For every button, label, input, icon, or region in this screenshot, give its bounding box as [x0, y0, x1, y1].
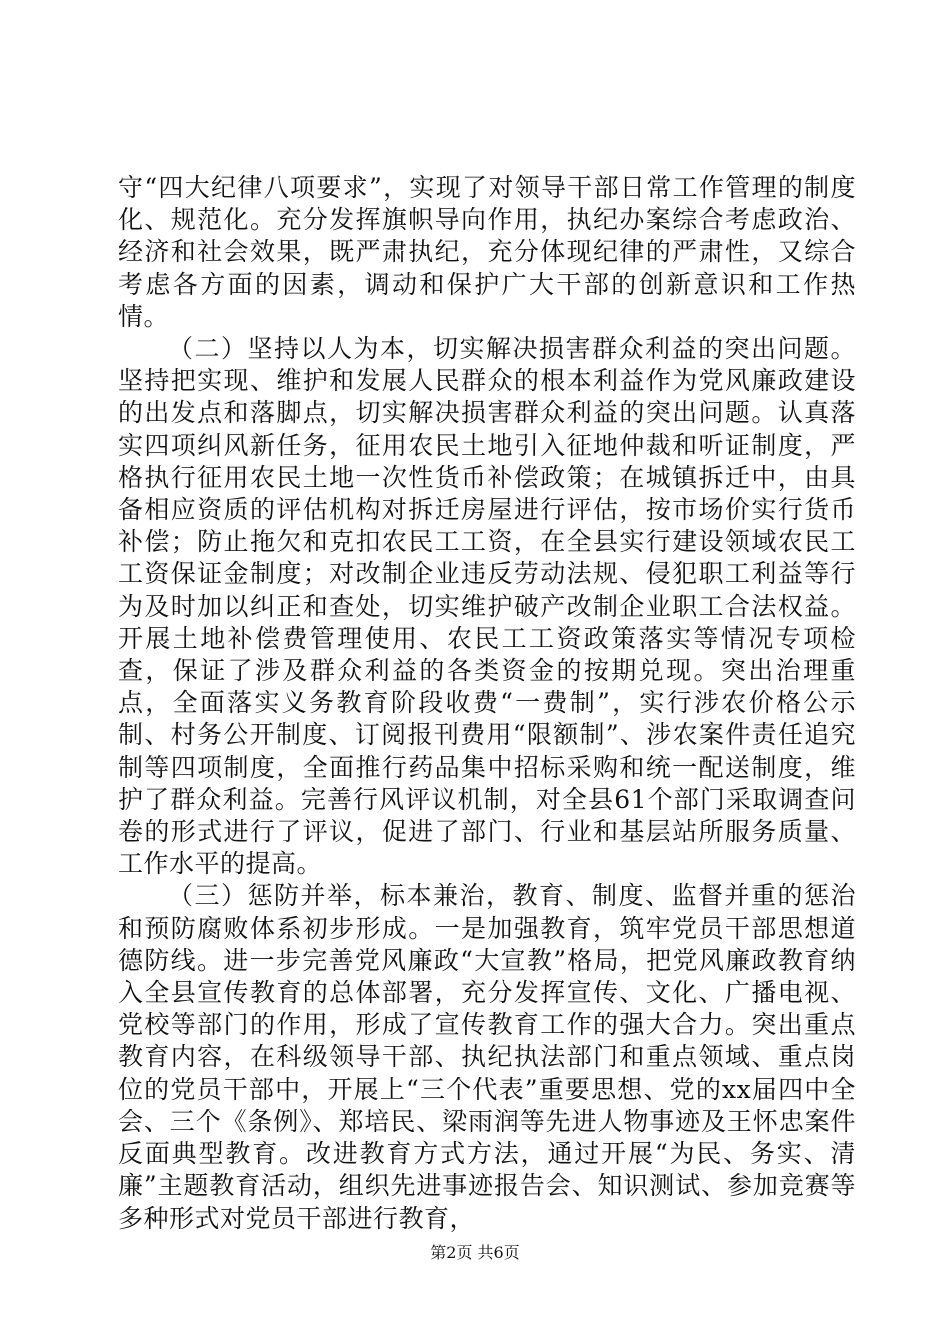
body-text — [118, 172, 856, 1235]
paragraph-section-two: （二）坚持以人为本，切实解决损害群众利益的突出问题。坚持把实现、维护和发展人民群众的根本利益作为党风廉政建设的出发点和落脚点，切实解决损害群众利益的突出问题。认真落实四项纠风新任务，征用农民土地引入征地仲裁和听证制度，严格执行征用农民土地一次性货币补偿政策；在城镇拆迁中，由具备相应资质的评估机构对拆迁房屋进行评估，按市场价实行货币补偿；防止拖欠和克扣农民工工资，在全县实行建设领域农民工工资保证金制度；对改制企业违反劳动法规、侵犯职工利益等行为及时加以纠正和查处，切实维护破产改制企业职工合法权益。开展土地补偿费管理使用、农民工工资政策落实等情况专项检查，保证了涉及群众利益的各类资金的按期兑现。突出治理重点，全面落实义务教育阶段收费“一费制”，实行涉农价格公示制、村务公开制度、订阅报刊费用“限额制”、涉农案件责任追究制等四项制度，全面推行药品集中招标采购和统一配送制度，维护了群众利益。完善行风评议机制，对全县61个部门采取调查问卷的形式进行了评议，促进了部门、行业和基层站所服务质量、工作水平的提高。 — [118, 334, 856, 879]
paragraph-continuation: 守“四大纪律八项要求”，实现了对领导干部日常工作管理的制度化、规范化。充分发挥旗帜导向作用，执纪办案综合考虑政治、经济和社会效果，既严肃执纪，充分体现纪律的严肃性，又综合考虑各方面的因素，调动和保护广大干部的创新意识和工作热情。 — [118, 173, 856, 331]
page-footer: 第2页 共6页 — [430, 1243, 520, 1262]
paragraph-section-three: （三）惩防并举，标本兼治，教育、制度、监督并重的惩治和预防腐败体系初步形成。一是加强教育，筑牢党员干部思想道德防线。进一步完善党风廉政“大宣教”格局，把党风廉政教育纳入全县宣传教育的总体部署，充分发挥宣传、文化、广播电视、党校等部门的作用，形成了宣传教育工作的强大合力。突出重点教育内容，在科级领导干部、执纪执法部门和重点领域、重点岗位的党员干部中，开展上“三个代表”重要思想、党的xx届四中全会、三个《条例》、郑培民、梁雨润等先进人物事迹及王怀忠案件反面典型教育。改进教育方式方法，通过开展“为民、务实、清廉”主题教育活动，组织先进事迹报告会、知识测试、参加竞赛等多种形式对党员干部进行教育， — [118, 881, 856, 1233]
